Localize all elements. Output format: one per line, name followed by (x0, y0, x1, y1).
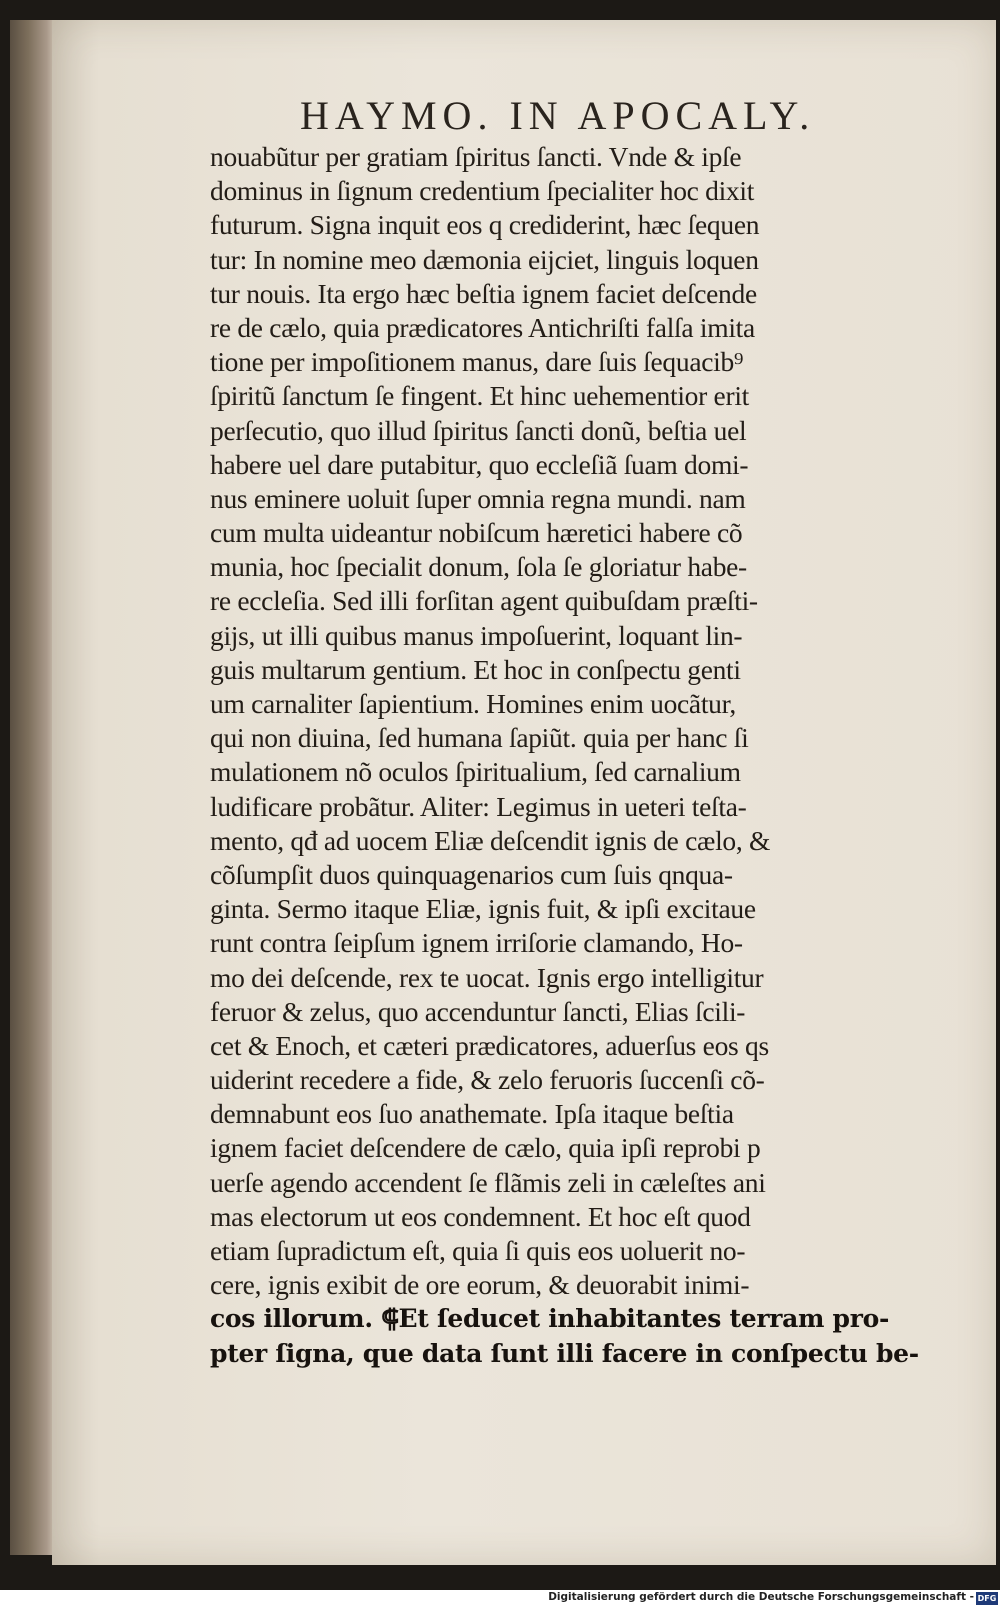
text-line: re de cælo, quia prædicatores Antichriſti falſa imita (210, 311, 755, 343)
text-line: cum multa uideantur nobiſcum hæretici habere cõ (210, 517, 743, 549)
text-line: nus eminere uoluit ſuper omnia regna mundi. nam (210, 482, 746, 514)
text-line: gijs, ut illi quibus manus impoſuerint, loquant lin- (210, 619, 743, 651)
text-line: habere uel dare putabitur, quo eccleſiã ſuam domi- (210, 448, 749, 480)
text-line: cere, ignis exibit de ore eorum, & deuorabit inimi- (210, 1269, 750, 1301)
text-line: mento, qđ ad uocem Eliæ deſcendit ignis de cælo, & (210, 824, 771, 856)
digitization-credit: Digitalisierung gefördert durch die Deutsche Forschungsgemeinschaft - (548, 1591, 974, 1603)
text-line: mulationem nõ oculos ſpiritualium, ſed carnalium (210, 756, 741, 788)
text-line: cet & Enoch, et cæteri prædicatores, aduerſus eos qs (210, 1029, 769, 1061)
text-line: tur: In nomine meo dæmonia eijciet, linguis loquen (210, 243, 759, 275)
text-line: etiam ſupradictum eſt, quia ſi quis eos uoluerit no- (210, 1235, 746, 1266)
text-line: uiderint recedere a fide, & zelo feruoris ſuccenſi cõ- (210, 1064, 765, 1096)
text-line: qui non diuina, ſed humana ſapiũt. quia per hanc ſi (210, 722, 749, 754)
book-fore-edge (10, 20, 56, 1555)
text-line: cos illorum. ⸿Et ſeducet inhabitantes terram pro- (210, 1304, 890, 1334)
text-line: perſecutio, quo illud ſpiritus ſancti donũ, beſtia uel (210, 414, 747, 446)
text-line: munia, hoc ſpecialit donum, ſola ſe gloriatur habe- (210, 551, 747, 583)
text-line: ginta. Sermo itaque Eliæ, ignis fuit, & ipſi excitaue (210, 893, 756, 925)
dfg-logo: DFG (977, 1594, 997, 1603)
running-head: HAYMO. IN APOCALY. (300, 93, 816, 138)
text-line: re eccleſia. Sed illi forſitan agent quibuſdam præſti- (210, 585, 758, 617)
text-line: cõſumpſit duos quinquagenarios cum ſuis qnqua- (210, 858, 733, 890)
text-line: feruor & zelus, quo accenduntur ſancti, Elias ſcili- (210, 995, 746, 1027)
text-line: mas electorum ut eos condemnent. Et hoc eſt quod (210, 1200, 751, 1232)
body-text (210, 140, 970, 1371)
text-line: tione per impoſitionem manus, dare ſuis ſequacib⁹ (210, 346, 744, 378)
text-line: ignem faciet deſcendere de cælo, quia ipſi reprobi p (210, 1132, 761, 1164)
text-line: runt contra ſeipſum ignem irriſorie clamando, Ho- (210, 927, 743, 959)
text-line: demnabunt eos ſuo anathemate. Ipſa itaque beſtia (210, 1098, 734, 1130)
text-line: um carnaliter ſapientium. Homines enim uocãtur, (210, 688, 736, 719)
text-line: ſpiritũ ſanctum ſe fingent. Et hinc uehementior erit (210, 380, 750, 412)
text-line: tur nouis. Ita ergo hæc beſtia ignem faciet deſcende (210, 277, 757, 309)
text-line: ludificare probãtur. Aliter: Legimus in ueteri teſta- (210, 790, 747, 822)
text-line: uerſe agendo accendent ſe flãmis zeli in cæleſtes ani (210, 1166, 766, 1198)
text-line: nouabũtur per gratiam ſpiritus ſancti. Vnde & ipſe (210, 141, 742, 172)
text-line: pter ſigna, que data ſunt illi facere in conſpectu be- (210, 1338, 919, 1368)
text-line: dominus in ſignum credentium ſpecialiter hoc dixit (210, 175, 755, 207)
text-line: mo dei deſcende, rex te uocat. Ignis ergo intelligitur (210, 961, 764, 993)
text-line: futurum. Signa inquit eos q crediderint, hæc ſequen (210, 209, 760, 241)
text-line: guis multarum gentium. Et hoc in conſpectu genti (210, 653, 741, 685)
